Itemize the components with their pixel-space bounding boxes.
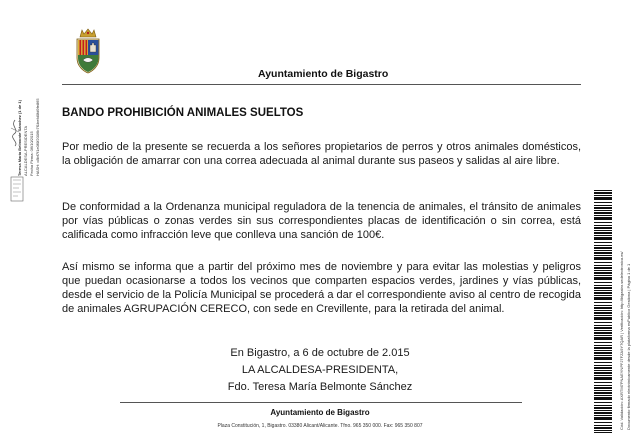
- barcode-bar: [594, 395, 612, 396]
- barcode-bar: [594, 195, 612, 196]
- barcode-bar: [594, 312, 612, 314]
- barcode-bar: [594, 325, 612, 326]
- validation-notes: [614, 190, 636, 433]
- barcode-bar: [594, 275, 612, 276]
- paragraph-ordinance: De conformidad a la Ordenanza municipal reguladora de la tenencia de animales, el tránsito de animales por vías públicas o zonas verdes sin sus correspondientes placas de identificación o sin correa, está calificada como infracción leve que conlleva una sanción de 100€.: [62, 201, 581, 241]
- header-title: Ayuntamiento de Bigastro: [258, 68, 389, 80]
- barcode-bar: [594, 357, 612, 360]
- barcode-bar: [594, 382, 612, 383]
- barcode-bar: [594, 302, 612, 303]
- barcode-bar: [594, 295, 612, 296]
- signature-sidebar: [2, 0, 42, 200]
- barcode-bar: [594, 297, 612, 300]
- barcode-bar: [594, 242, 612, 243]
- validation-note: Documento firmado electrónicamente desde la plataforma esPublico Gestiona | Página 1 de 1: [626, 263, 631, 430]
- barcode-bar: [594, 372, 612, 374]
- footer-title: Ayuntamiento de Bigastro: [270, 408, 370, 417]
- barcode-bar: [594, 315, 612, 316]
- footer-address: Plaza Constitución, 1, Bigastro. 03380 Alicant/Alicante. Tfno. 965 350 000. Fax: 965 350 807: [217, 423, 423, 429]
- validation-barcode-icon: [594, 190, 612, 433]
- barcode-bar: [594, 222, 612, 223]
- barcode-bar: [594, 337, 612, 340]
- barcode-bar: [594, 375, 612, 376]
- barcode-bar: [594, 332, 612, 334]
- barcode-bar: [594, 385, 612, 386]
- barcode-bar: [594, 417, 612, 420]
- barcode-bar: [594, 257, 612, 260]
- barcode-bar: [594, 292, 612, 294]
- barcode-bar: [594, 212, 612, 214]
- barcode-bar: [594, 345, 612, 346]
- barcode-bar: [594, 370, 612, 371]
- barcode-bar: [594, 230, 612, 231]
- sidebar-role: ALCALDESA-PRESIDENTA: [23, 125, 28, 176]
- barcode-bar: [594, 310, 612, 311]
- barcode-bar: [594, 377, 612, 380]
- barcode-bar: [594, 330, 612, 331]
- barcode-bar: [594, 207, 612, 209]
- barcode-bar: [594, 347, 612, 349]
- barcode-bar: [594, 432, 612, 433]
- barcode-bar: [594, 307, 612, 309]
- barcode-bar: [594, 397, 612, 400]
- barcode-bar: [594, 227, 612, 229]
- signature-stamp-icon: [10, 176, 24, 202]
- barcode-bar: [594, 365, 612, 366]
- barcode-bar: [594, 197, 612, 200]
- barcode-bar: [594, 427, 612, 429]
- barcode-bar: [594, 190, 612, 191]
- barcode-bar: [594, 255, 612, 256]
- paragraph-leash: Por medio de la presente se recuerda a los señores propietarios de perros y otros animales domésticos, la obligación de amarrar con una correa adecuada al animal durante sus paseos y salidas al aire libre.: [62, 141, 581, 167]
- barcode-bar: [594, 265, 612, 266]
- sidebar-hash: HASH: c8bf7f1e0f0f2006b7f1befd0fd9fe865: [35, 98, 40, 176]
- barcode-bar: [594, 327, 612, 329]
- barcode-bar: [594, 352, 612, 354]
- barcode-bar: [594, 410, 612, 411]
- barcode-bar: [594, 405, 612, 406]
- barcode-bar: [594, 390, 612, 391]
- barcode-bar: [594, 290, 612, 291]
- barcode-bar: [594, 350, 612, 351]
- barcode-bar: [594, 285, 612, 286]
- barcode-bar: [594, 217, 612, 220]
- barcode-bar: [594, 272, 612, 274]
- barcode-bar: [594, 335, 612, 336]
- barcode-bar: [594, 270, 612, 271]
- barcode-bar: [594, 322, 612, 323]
- validation-code: Cód. Validación: AXRTM7PNAEYNPFJ7FZA9Y7QAR | Verificación: http://bigastro.sedelectronica.es/: [619, 251, 624, 430]
- header-divider: [62, 84, 581, 85]
- barcode-bar: [594, 215, 612, 216]
- signer-role: LA ALCALDESA-PRESIDENTA,: [241, 364, 399, 376]
- barcode-bar: [594, 407, 612, 409]
- barcode-bar: [594, 422, 612, 423]
- barcode-bar: [594, 387, 612, 389]
- sidebar-signer: Teresa María Belmonte Sánchez (1 de 1): [17, 100, 22, 176]
- coat-of-arms-icon: [74, 28, 102, 74]
- barcode-bar: [594, 205, 612, 206]
- sidebar-date: Fecha Firma: 06/10/2015: [29, 131, 34, 176]
- barcode-bar: [594, 202, 612, 203]
- barcode-bar: [594, 235, 612, 236]
- barcode-bar: [594, 425, 612, 426]
- barcode-bar: [594, 225, 612, 226]
- barcode-bar: [594, 402, 612, 403]
- barcode-bar: [594, 430, 612, 431]
- barcode-bar: [594, 362, 612, 363]
- barcode-bar: [594, 245, 612, 246]
- barcode-bar: [594, 342, 612, 343]
- barcode-bar: [594, 252, 612, 254]
- barcode-bar: [594, 317, 612, 320]
- barcode-bar: [594, 277, 612, 280]
- barcode-bar: [594, 237, 612, 240]
- barcode-bar: [594, 412, 612, 414]
- barcode-bar: [594, 250, 612, 251]
- barcode-bar: [594, 392, 612, 394]
- barcode-bar: [594, 305, 612, 306]
- paragraph-notice: Así mismo se informa que a partir del próximo mes de noviembre y para evitar las molestias y peligros que puedan ocasionarse a todos los vecinos que comparten espacios verdes, jardines y vías públicas, desde el servicio de la Policía Municipal se procederá a dar el correspondiente aviso al centro de recogida de animales AGRUPACIÓN CERECO, con sede en Crevillente, para la retirada del animal.: [62, 261, 581, 315]
- barcode-bar: [594, 282, 612, 283]
- barcode-bar: [594, 287, 612, 289]
- barcode-bar: [594, 367, 612, 369]
- signer-name: Fdo. Teresa María Belmonte Sánchez: [227, 381, 413, 393]
- barcode-bar: [594, 210, 612, 211]
- place-date: En Bigastro, a 6 de octubre de 2.015: [230, 347, 410, 359]
- document-heading: BANDO PROHIBICIÓN ANIMALES SUELTOS: [62, 107, 304, 119]
- signature-mark-icon: [8, 118, 22, 148]
- barcode-bar: [594, 247, 612, 249]
- barcode-bar: [594, 232, 612, 234]
- barcode-bar: [594, 192, 612, 194]
- barcode-bar: [594, 262, 612, 263]
- barcode-bar: [594, 355, 612, 356]
- footer-divider: [120, 402, 522, 403]
- barcode-bar: [594, 267, 612, 269]
- barcode-bar: [594, 415, 612, 416]
